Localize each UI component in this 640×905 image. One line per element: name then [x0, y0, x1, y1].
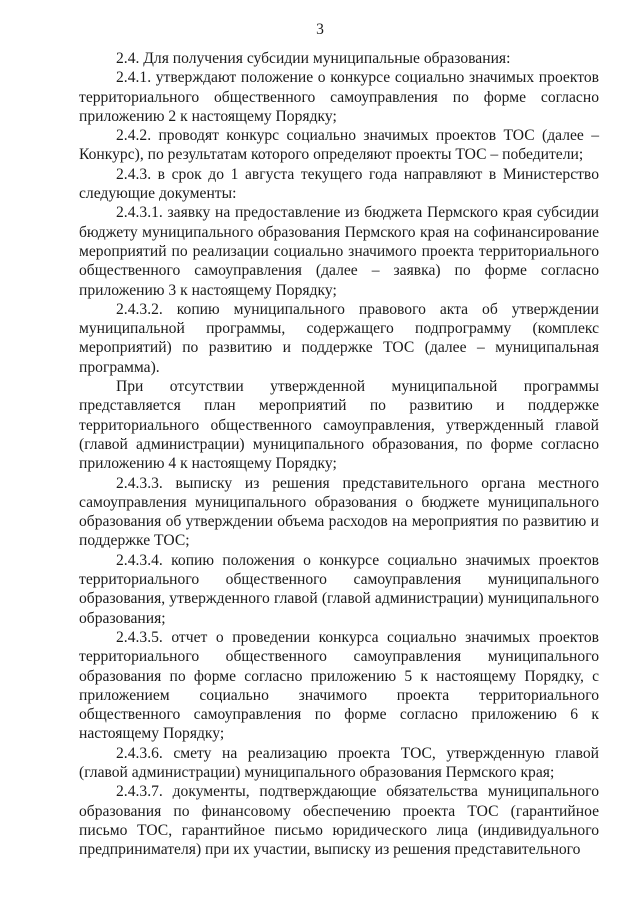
paragraph-2-4-3-3: 2.4.3.3. выписку из решения представительного органа местного самоуправления муниципального образования о бюджете муниципального образования об утверждении объема расходов на мероприятия по развитию и поддержке ТОС;: [79, 474, 599, 550]
paragraph-2-4-3: 2.4.3. в срок до 1 августа текущего года направляют в Министерство следующие документы:: [79, 165, 599, 203]
document-body: [79, 49, 599, 859]
paragraph-2-4-3-6: 2.4.3.6. смету на реализацию проекта ТОС, утвержденную главой (главой администрации) муниципального образования Пермского края;: [79, 744, 599, 781]
paragraph-2-4-3-2: 2.4.3.2. копию муниципального правового акта об утверждении муниципальной программы, содержащего подпрограмму (комплекс мероприятий) по развитию и поддержке ТОС (далее – муниципальная программа).: [79, 300, 599, 376]
paragraph-2-4-1: 2.4.1. утверждают положение о конкурсе социально значимых проектов территориального общественного самоуправления по форме согласно приложению 2 к настоящему Порядку;: [79, 69, 599, 125]
page-number: 3: [316, 21, 324, 38]
paragraph-2-4-2: 2.4.2. проводят конкурс социально значимых проектов ТОС (далее – Конкурс), по результатам которого определяют проекты ТОС – победители;: [79, 127, 599, 164]
paragraph-2-4: 2.4. Для получения субсидии муниципальные образования:: [116, 50, 511, 67]
paragraph-2-4-3-5: 2.4.3.5. отчет о проведении конкурса социально значимых проектов территориального общественного самоуправления муниципального образования по форме согласно приложению 5 к настоящему Порядку, с приложением социально значимого проекта территориального общественного самоуправления по форме согласно приложению 6 к настоящему Порядку;: [79, 628, 599, 743]
paragraph-2-4-3-7: 2.4.3.7. документы, подтверждающие обязательства муниципального образования по финансовому обеспечению проекта ТОС (гарантийное письмо ТОС, гарантийное письмо юридического лица (индивидуального предпринимателя) при их участии, выписку из решения представительного: [79, 783, 599, 859]
paragraph-2-4-3-1: 2.4.3.1. заявку на предоставление из бюджета Пермского края субсидии бюджету муниципального образования Пермского края на софинансирование мероприятий по реализации социально значимого проекта территориального общественного самоуправления (далее – заявка) по форме согласно приложению 3 к настоящему Порядку;: [79, 204, 599, 299]
paragraph-2-4-3-4: 2.4.3.4. копию положения о конкурсе социально значимых проектов территориального общественного самоуправления муниципального образования, утвержденного главой (главой администрации) муниципального образования;: [79, 551, 599, 627]
paragraph-program-absence: При отсутствии утвержденной муниципальной программы представляется план мероприятий по развитию и поддержке территориального общественного самоуправления, утвержденный главой (главой администрации) муниципального образования, по форме согласно приложению 4 к настоящему Порядку;: [79, 378, 599, 473]
